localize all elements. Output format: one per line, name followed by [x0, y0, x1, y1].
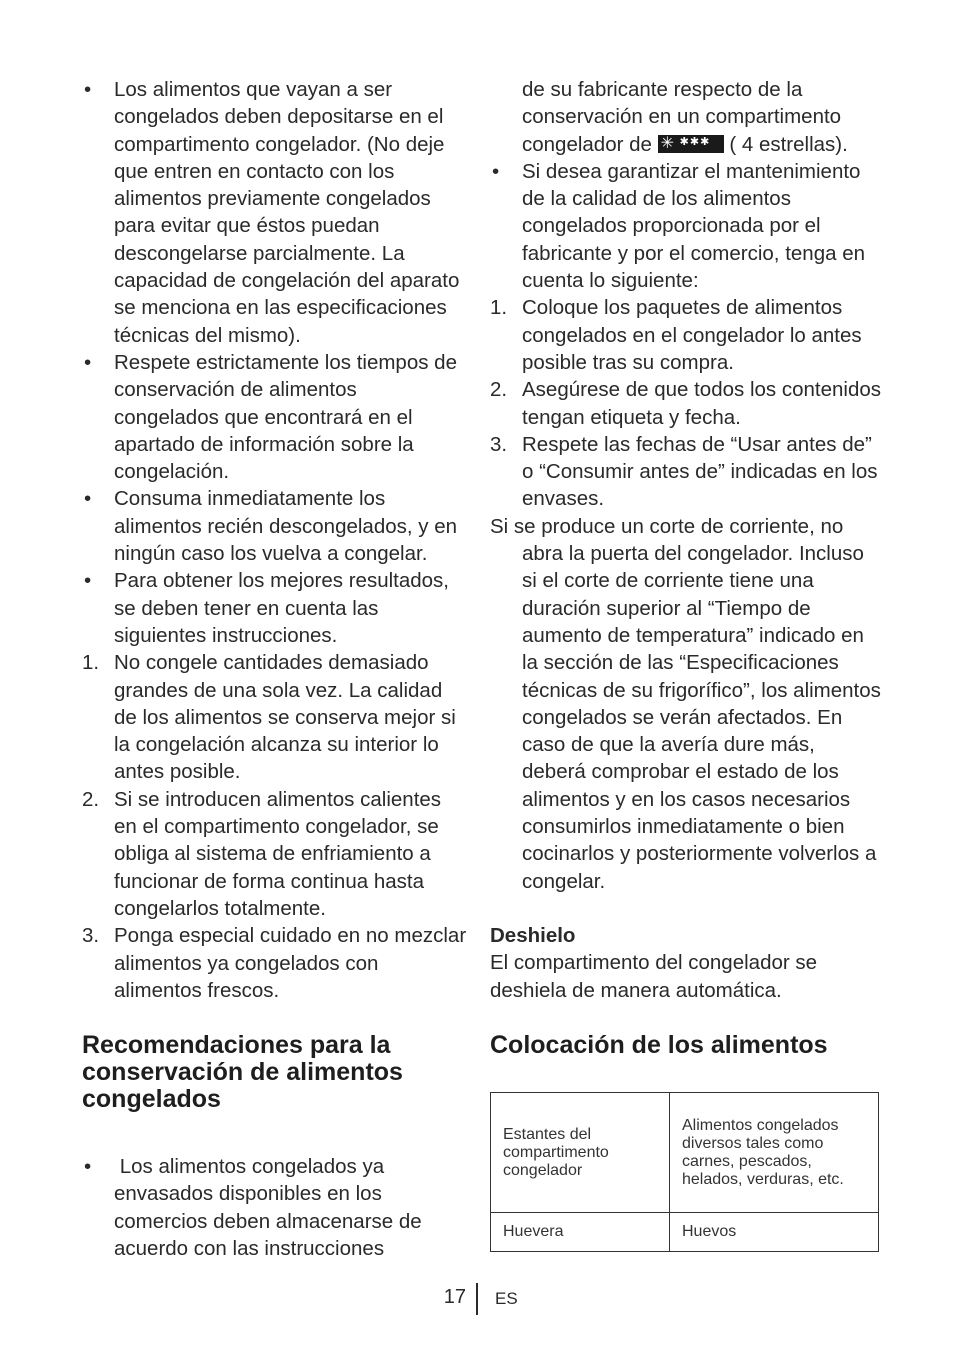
continuation-post: ( 4 estrellas).: [723, 132, 848, 156]
bullet-marker: •: [84, 1155, 92, 1179]
numbered-item: [82, 922, 467, 1004]
placement-heading: Colocación de los alimentos: [490, 1030, 828, 1059]
bullet-item: [82, 567, 467, 649]
numbered-text: Respete las fechas de “Usar antes de” o “Consumir antes de” indicadas en los envases.: [522, 432, 878, 511]
bullet-marker: •: [84, 569, 92, 593]
power-cut-paragraph: Si se produce un corte de corriente, no abra la puerta del congelador. Incluso si el corte de corriente tiene una duración superior al “Tiempo de aumento de temperatura” indicado en la sección de las “Especificaciones técnicas de su frigorífico”, los alimentos congelados se verán afectados. En caso de que la avería dure más, deberá comprobar el estado de los alimentos y en los casos necesarios consumirlos inmediatamente o bien cocinarlos y posteriormente volverlos a congelar.: [490, 514, 881, 893]
language-code: ES: [495, 1289, 518, 1308]
numbered-item: [490, 294, 882, 376]
item-number: 3.: [490, 432, 508, 456]
numbered-text: No congele cantidades demasiado grandes de una sola vez. La calidad de los alimentos se conserva mejor si la congelación alcanza su interior lo antes posible.: [114, 651, 456, 784]
four-star-freezer-icon: ✳ ✱✱✱: [658, 135, 724, 153]
bullet-marker: •: [492, 159, 500, 183]
footer-divider: [476, 1283, 478, 1315]
numbered-text: Si se introducen alimentos calientes en el compartimento congelador, se obliga al sistema de enfriamiento a funcionar de forma continua hasta congelarlos totalmente.: [114, 787, 442, 920]
left-column: [82, 76, 467, 1262]
table-cell: Alimentos congelados diversos tales como carnes, pescados, helados, verduras, etc.: [670, 1093, 879, 1213]
item-number: 1.: [82, 651, 100, 675]
bullet-item: [490, 158, 882, 294]
table-cell: Huevos: [670, 1213, 879, 1252]
table-cell: Huevera: [491, 1213, 670, 1252]
numbered-text: Coloque los paquetes de alimentos congelados en el congelador lo antes posible tras su compra.: [522, 296, 862, 374]
numbered-item: [82, 786, 467, 922]
bullet-item: [82, 1153, 467, 1262]
bullet-item: [82, 349, 467, 485]
page-footer: [0, 1283, 954, 1315]
bullet-text: Para obtener los mejores resultados, se deben tener en cuenta las siguientes instrucciones.: [114, 569, 450, 647]
bullet-text: Consuma inmediatamente los alimentos recién descongelados, y en ningún caso los vuelva a congelar.: [114, 487, 458, 566]
right-column: [490, 76, 882, 1059]
bullet-text: Los alimentos congelados ya envasados disponibles en los comercios deben almacenarse de acuerdo con las instrucciones: [114, 1155, 428, 1260]
numbered-text: Asegúrese de que todos los contenidos tengan etiqueta y fecha.: [522, 378, 882, 429]
table-cell: Estantes del compartimento congelador: [491, 1093, 670, 1213]
numbered-item: [490, 431, 882, 513]
numbered-item: [490, 376, 882, 431]
bullet-marker: •: [84, 350, 92, 374]
defrost-text: El compartimento del congelador se deshiela de manera automática.: [490, 951, 818, 1002]
section-heading: Recomendaciones para la conservación de alimentos congelados: [82, 1031, 403, 1114]
numbered-item: [82, 649, 467, 785]
bullet-text: Respete estrictamente los tiempos de conservación de alimentos congelados que encontrará en el apartado de información sobre la congelación.: [114, 350, 457, 484]
continuation-text: [490, 76, 882, 158]
defrost-title: Deshielo: [490, 923, 576, 947]
bullet-marker: •: [84, 78, 92, 101]
continuation-pre: de su fabricante respecto de la conservación en un compartimento congelador de: [522, 78, 842, 156]
bullet-item: [82, 76, 467, 349]
bullet-text: Si desea garantizar el mantenimiento de la calidad de los alimentos congelados proporcionada por el fabricante y por el comercio, tenga en cuenta lo siguiente:: [522, 159, 865, 293]
bullet-marker: •: [84, 487, 92, 511]
table-row: [491, 1093, 879, 1213]
item-number: 2.: [490, 378, 508, 402]
table-row: [491, 1213, 879, 1252]
bullet-item: [82, 485, 467, 567]
bullet-text: Los alimentos que vayan a ser congelados deben depositarse en el compartimento congelador. (No deje que entren en contacto con los alimentos previamente congelados para evitar que éstos puedan descongelarse parcialmente. La capacidad de congelación del aparato se menciona en las especificaciones técnicas del mismo).: [114, 78, 460, 347]
item-number: 1.: [490, 296, 508, 320]
page-number: 17: [443, 1286, 466, 1308]
item-number: 3.: [82, 924, 100, 948]
placement-table: [490, 1092, 879, 1252]
item-number: 2.: [82, 787, 100, 811]
numbered-text: Ponga especial cuidado en no mezclar alimentos ya congelados con alimentos frescos.: [114, 924, 467, 1002]
